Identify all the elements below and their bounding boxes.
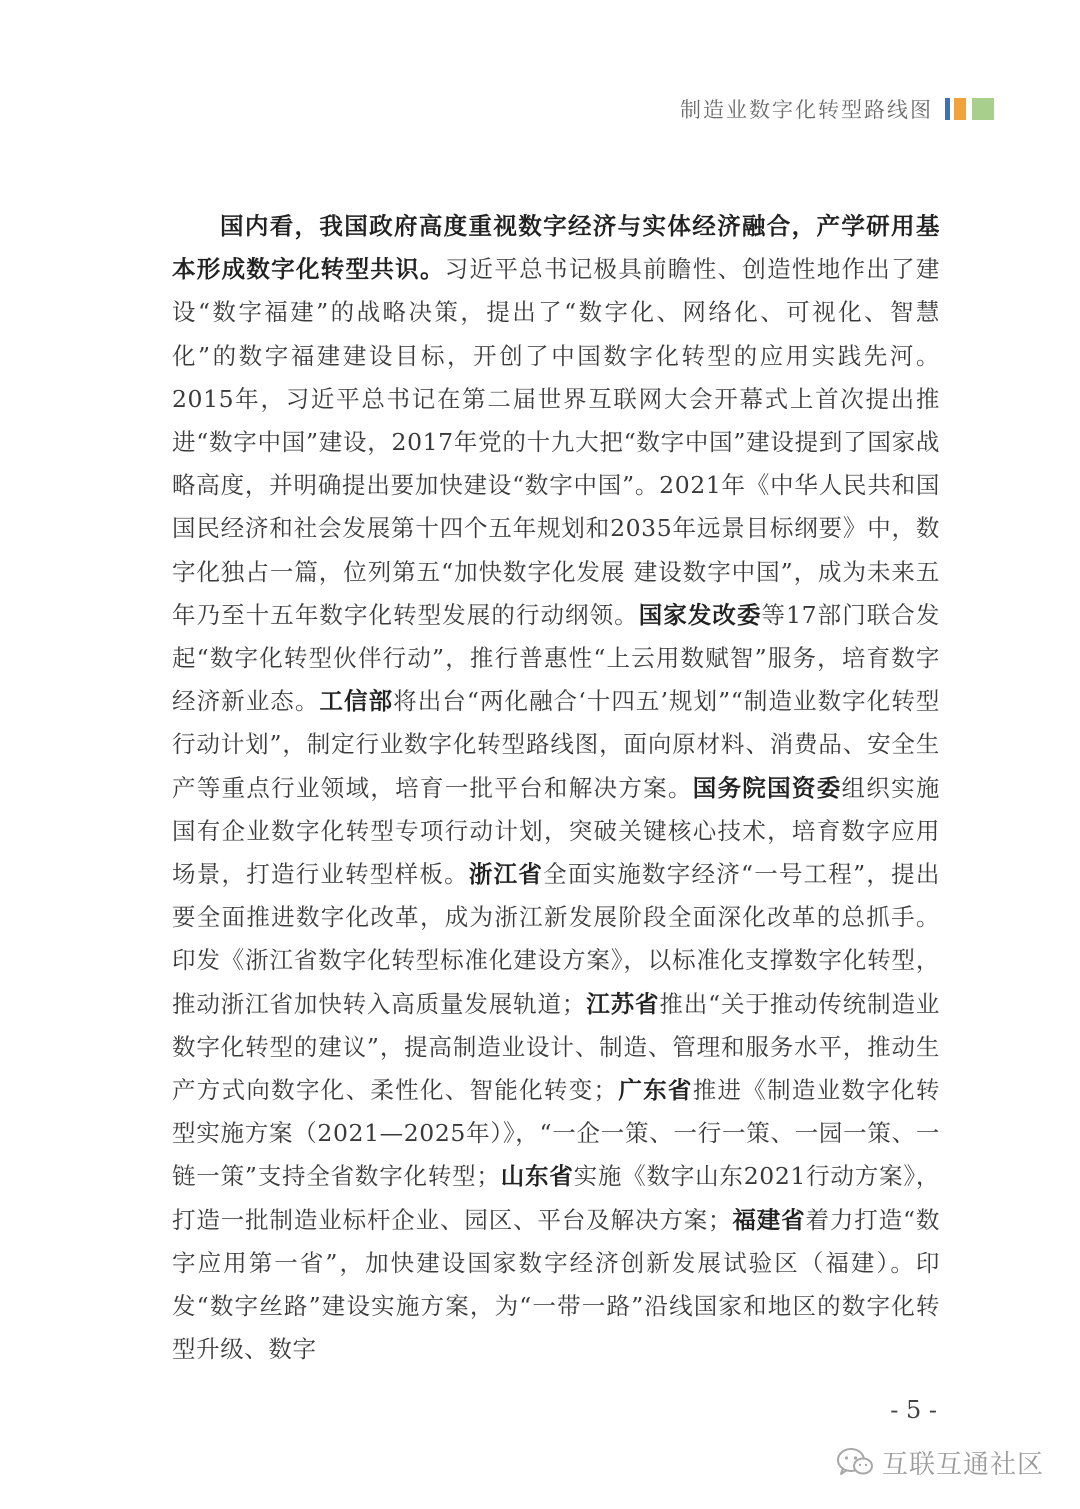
header-title: 制造业数字化转型路线图 — [680, 98, 933, 122]
header-accent-bar-green — [972, 98, 994, 120]
entity-fujian: 福建省 — [732, 1205, 806, 1234]
text-segment: 习近平总书记极具前瞻性、创造性地作出了建设“数字福建”的战略决策，提出了“数字化、网络化、可视化、智慧化”的数字福建建设目标，开创了中国数字化转型的应用实践先河。2015年，习近平总书记在第二届世界互联网大会开幕式上首次提出推进“数字中国”建设，2017年党的十九大把“数字中国”建设提到了国家战略高度，并明确提出要加快建设“数字中国”。2021年《中华人民共和国国民经济和社会发展第十四个五年规划和2035年远景目标纲要》中，数字化独占一篇，位列第五“加快数字化发展 建设数字中国”，成为未来五年乃至十五年数字化转型发展的行动纲领。 — [172, 255, 940, 629]
entity-sasac: 国务院国资委 — [692, 773, 842, 802]
entity-zhejiang: 浙江省 — [468, 860, 544, 889]
text-segment: 全面实施数字经济“一号工程”，提出要全面推进数字化改革，成为浙江新发展阶段全面深化改革的总抓手。印发《浙江省数字化转型标准化建设方案》，以标准化支撑数字化转型，推动浙江省加快转入高质量发展轨道； — [172, 860, 940, 1018]
wechat-icon — [836, 1447, 874, 1479]
header-accent-bar-orange — [954, 98, 966, 120]
entity-guangdong: 广东省 — [617, 1076, 693, 1105]
lead-sentence: 国内看，我国政府高度重视数字经济与实体经济融合，产学研用基本形成数字化转型共识。 — [172, 212, 940, 284]
header-accent-bar-blue — [945, 98, 950, 120]
entity-miit: 工信部 — [319, 687, 394, 716]
entity-jiangsu: 江苏省 — [585, 989, 660, 1018]
text-segment: 将出台“两化融合‘十四五’规划”“制造业数字化转型行动计划”，制定行业数字化转型路线图，面向原材料、消费品、安全生产等重点行业领域，培育一批平台和解决方案。 — [172, 687, 940, 802]
text-segment: 推进《制造业数字化转型实施方案（2021—2025年）》，“一企一策、一行一策、一园一策、一链一策”支持全省数字化转型； — [172, 1076, 940, 1191]
entity-shandong: 山东省 — [500, 1162, 574, 1191]
watermark-label: 互联互通社区 — [881, 1450, 1044, 1480]
running-header — [680, 94, 994, 124]
text-segment: 组织实施国有企业数字化转型专项行动计划，突破关键核心技术，培育数字应用场景，打造行业转型样板。 — [172, 773, 940, 889]
body-paragraph — [172, 205, 940, 1371]
text-segment: 实施《数字山东2021行动方案》，打造一批制造业标杆企业、园区、平台及解决方案； — [172, 1162, 940, 1234]
watermark — [836, 1444, 1044, 1481]
entity-ndrc: 国家发改委 — [638, 600, 762, 629]
text-segment: 着力打造“数字应用第一省”，加快建设国家数字经济创新发展试验区（福建）。印发“数字丝路”建设实施方案，为“一带一路”沿线国家和地区的数字化转型升级、数字 — [172, 1205, 940, 1364]
page-number: - 5 - — [890, 1396, 937, 1424]
text-segment: 推出“关于推动传统制造业数字化转型的建议”，提高制造业设计、制造、管理和服务水平，推动生产方式向数字化、柔性化、智能化转变； — [172, 989, 940, 1105]
text-segment: 等17部门联合发起“数字化转型伙伴行动”，推行普惠性“上云用数赋智”服务，培育数字经济新业态。 — [172, 600, 941, 716]
